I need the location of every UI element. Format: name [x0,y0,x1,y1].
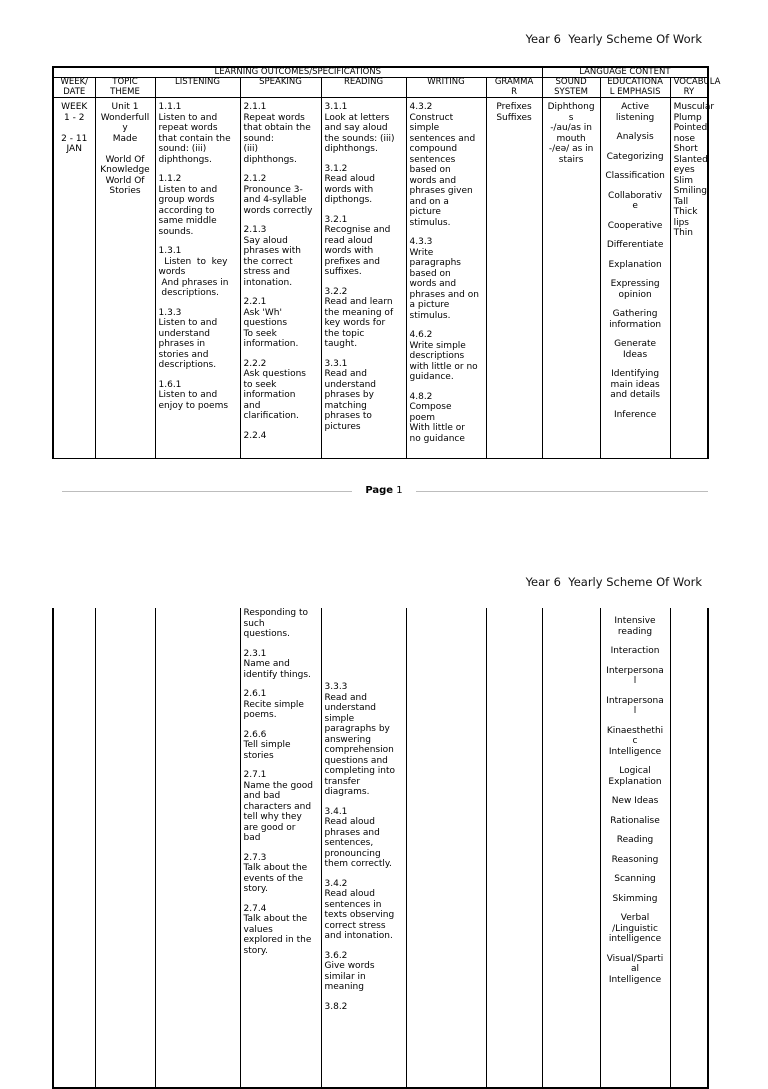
list-item: Expressing opinion [610,279,660,300]
list-item: Logical Explanation [608,766,662,787]
topic-theme-cell [95,608,155,1088]
list-item: 3.2.1 Recognise and read aloud words with prefixes and suffixes. [324,214,391,278]
running-header: Year 6 Yearly Scheme Of Work [525,32,702,46]
list-item: 4.3.2 Construct simple sentences and compound sentences based on words and phrases given and on a picture stimulus. [409,102,476,228]
column-header-educational-emphasis: EDUCATIONA L EMPHASIS [600,78,670,98]
listening-cell [155,608,240,1088]
sound-system-cell: Diphthong s -/au/as in mouth -/eə/ as in stairs [542,98,600,459]
speaking-cell [240,98,321,459]
list-item: 2.7.1 Name the good and bad characters and tell why they are good or bad [243,770,313,844]
table-row [53,608,708,1088]
list-item: 1.3.1 Listen to key words And phrases in descriptions. [158,246,229,299]
list-item: 2.2.1 Ask 'Wh' questions To seek information. [243,297,299,350]
grammar-cell: Prefixes Suffixes [486,98,542,459]
list-item: 2.2.2 Ask questions to seek information and clarification. [243,358,306,422]
list-item: Rationalise [610,815,660,826]
scheme-of-work-table [52,66,721,459]
list-item: Scanning [614,874,656,885]
column-header-listening: LISTENING [155,78,240,98]
list-item: 2.1.3 Say aloud phrases with the correct stress and intonation. [243,225,302,288]
column-header-reading: READING [321,78,406,98]
list-item: 3.1.2 Read aloud words with dipthongs. [324,163,375,206]
grammar-cell [486,608,542,1088]
educational-emphasis-cell [600,608,670,1088]
column-header-row [53,78,708,98]
list-item: 2.7.3 Talk about the events of the story. [243,852,308,895]
list-item: 3.8.2 [324,1001,348,1012]
list-item: Responding to such questions. [243,608,309,640]
column-header-grammar: GRAMMA R [486,78,542,98]
list-item: 3.3.3 Read and understand simple paragraphs by answering comprehension questions and completing into transfer diagrams. [324,682,396,798]
list-item: 3.1.1 Look at letters and say aloud the sounds: (iii) diphthongs. [324,102,395,155]
group-header-row [53,67,708,78]
list-item: Active listening [615,102,655,123]
scheme-of-work-table-continued [52,608,709,1089]
page-gap [0,512,768,544]
table-row [53,98,708,459]
list-item: 1.6.1 Listen to and enjoy to poems [158,379,229,411]
writing-cell [406,98,486,459]
list-item: Identifying main ideas and details [610,369,660,401]
topic-theme-cell: Unit 1 Wonderfull y Made World Of Knowledge World Of Stories [95,98,155,459]
list-item: Collaborativ e [608,190,663,212]
language-content-header: LANGUAGE CONTENT [542,67,708,78]
list-item: Reasoning [611,854,659,865]
list-item: New Ideas [611,796,659,807]
list-item: 2.3.1 Name and identify things. [243,648,311,680]
list-item: Inference [613,409,657,420]
page-footer-label: Page [365,485,394,496]
list-item: Cooperative [607,220,663,231]
list-item: Intrapersona l [606,695,664,717]
list-item: Explanation [608,259,662,270]
list-item: Generate Ideas [614,339,657,360]
list-item: Visual/Sparti al Intelligence [606,953,664,985]
list-item: 2.7.4 Talk about the values explored in the story. [243,903,312,956]
sound-system-cell [542,608,600,1088]
list-item: 1.1.1 Listen to and repeat words that contain the sound: (iii) diphthongs. [158,102,231,165]
list-item: 4.8.2 Compose poem With little or no guidance [409,391,465,444]
reading-cell [321,608,406,1088]
list-item: Verbal /Linguistic intelligence [608,913,662,945]
list-item: 2.1.2 Pronounce 3- and 4-syllable words correctly [243,174,313,216]
reading-cell [321,98,406,459]
list-item: Analysis [616,132,654,143]
list-item: Kinaesthethi c Intelligence [606,725,664,757]
week-date-cell: WEEK 1 - 2 2 - 11 JAN [53,98,95,459]
list-item: 1.3.3 Listen to and understand phrases in stories and descriptions. [158,307,218,371]
educational-emphasis-cell [600,98,670,459]
column-header-sound-system: SOUND SYSTEM [542,78,600,98]
footer-rule-right [416,491,708,492]
vocabulary-cell [670,608,708,1088]
learning-outcomes-header: LEARNING OUTCOMES/SPECIFICATIONS [53,67,542,78]
list-item: 2.6.6 Tell simple stories [243,729,291,761]
column-header-vocabulary: VOCABULA RY [670,78,708,98]
week-date-cell [53,608,95,1088]
column-header-speaking: SPEAKING [240,78,321,98]
list-item: 2.2.4 [243,430,267,441]
column-header-writing: WRITING [406,78,486,98]
listening-cell [155,98,240,459]
page-number: 1 [396,485,403,496]
list-item: 3.3.1 Read and understand phrases by matching phrases to pictures [324,358,377,432]
document-page-2 [0,544,768,1024]
list-item: Differentiate [606,240,664,251]
running-header: Year 6 Yearly Scheme Of Work [525,575,702,589]
speaking-cell [240,608,321,1088]
list-item: 4.6.2 Write simple descriptions with little or no guidance. [409,330,478,383]
list-item: Categorizing [606,151,664,162]
document-page-1 [0,0,768,512]
vocabulary-cell: Muscular Plump Pointed nose Short Slanted eyes Slim Smiling Tall Thick lips Thin [670,98,708,459]
list-item: 2.6.1 Recite simple poems. [243,689,304,721]
list-item: Gathering information [609,309,662,330]
list-item: Reading [616,835,654,846]
list-item: 4.3.3 Write paragraphs based on words and phrases and on a picture stimulus. [409,237,479,321]
list-item: Classification [605,171,665,182]
column-header-topic-theme: TOPIC THEME [95,78,155,98]
list-item: 3.4.2 Read aloud sentences in texts observing correct stress and intonation. [324,878,395,942]
writing-cell [406,608,486,1088]
column-header-week-date: WEEK/ DATE [53,78,95,98]
list-item: Skimming [612,893,658,904]
list-item: 3.2.2 Read and learn the meaning of key words for the topic taught. [324,286,394,350]
list-item: 1.1.2 Listen to and group words according to same middle sounds. [158,174,218,237]
list-item: 3.4.1 Read aloud phrases and sentences, pronouncing them correctly. [324,806,392,870]
list-item: Interpersona l [606,665,664,687]
list-item: 2.1.1 Repeat words that obtain the sound: (iii) diphthongs. [243,102,311,165]
list-item: Interaction [610,646,660,657]
list-item: Intensive reading [614,616,656,637]
list-item: 3.6.2 Give words similar in meaning [324,950,375,993]
